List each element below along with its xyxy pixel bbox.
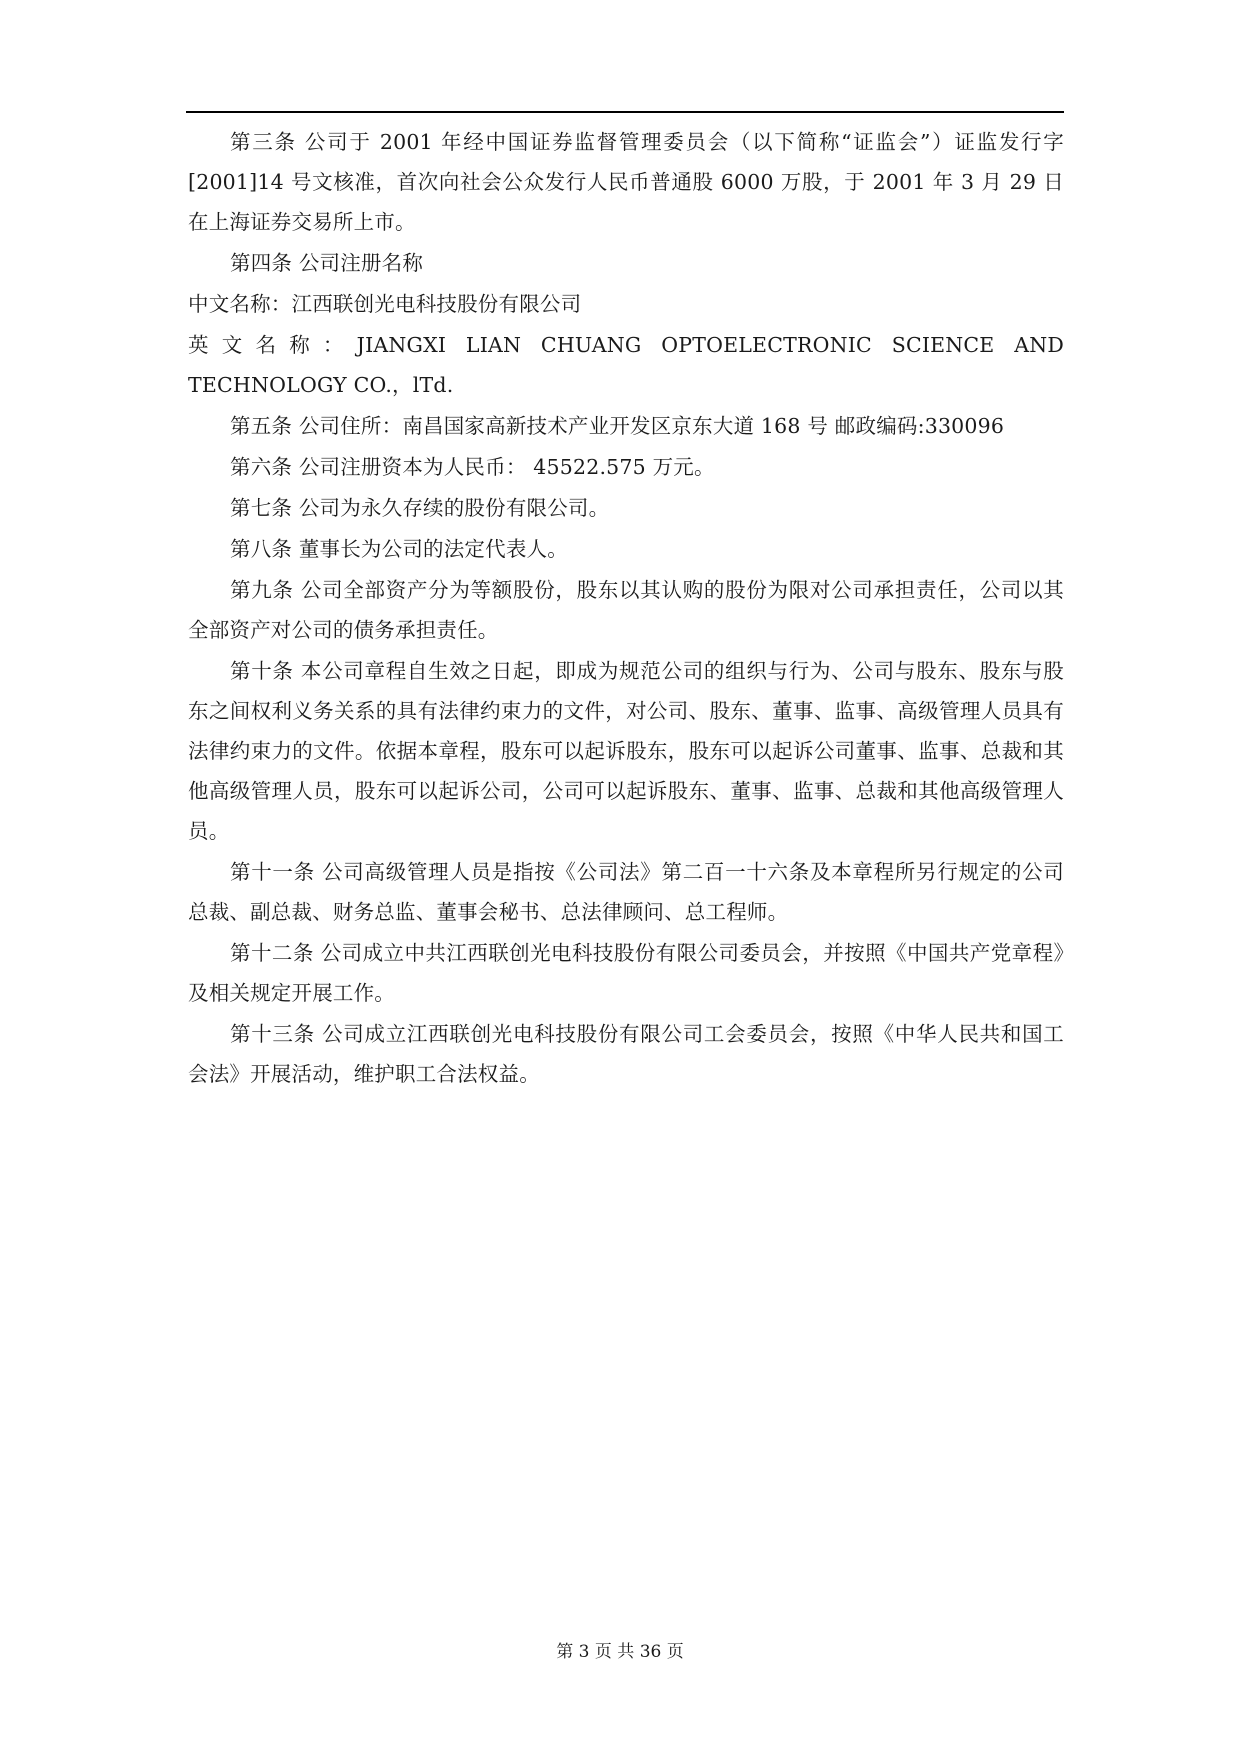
- article-3: 第三条 公司于 2001 年经中国证券监督管理委员会（以下简称“证监会”）证监发行字 [2001]14 号文核准，首次向社会公众发行人民币普通股 6000 万股，于 2001 年 3 月 29 日在上海证券交易所上市。: [188, 130, 1064, 234]
- chinese-name: 中文名称：江西联创光电科技股份有限公司: [188, 292, 582, 316]
- article-4: 第四条 公司注册名称: [230, 251, 424, 275]
- header-rule: [186, 111, 1064, 113]
- article-13: 第十三条 公司成立江西联创光电科技股份有限公司工会委员会，按照《中华人民共和国工会法》开展活动，维护职工合法权益。: [188, 1022, 1064, 1086]
- article-9: 第九条 公司全部资产分为等额股份，股东以其认购的股份为限对公司承担责任，公司以其全部资产对公司的债务承担责任。: [188, 578, 1064, 642]
- article-6: 第六条 公司注册资本为人民币： 45522.575 万元。: [230, 455, 715, 479]
- english-name: 英文名称：JIANGXI LIAN CHUANG OPTOELECTRONIC SCIENCE AND TECHNOLOGY CO.，lTd.: [188, 333, 1064, 397]
- page-footer: 第 3 页 共 36 页: [556, 1642, 684, 1662]
- article-10: 第十条 本公司章程自生效之日起，即成为规范公司的组织与行为、公司与股东、股东与股东之间权利义务关系的具有法律约束力的文件，对公司、股东、董事、监事、高级管理人员具有法律约束力的文件。依据本章程，股东可以起诉股东，股东可以起诉公司董事、监事、总裁和其他高级管理人员，股东可以起诉公司，公司可以起诉股东、董事、监事、总裁和其他高级管理人员。: [188, 659, 1064, 843]
- article-8: 第八条 董事长为公司的法定代表人。: [230, 537, 568, 561]
- article-11: 第十一条 公司高级管理人员是指按《公司法》第二百一十六条及本章程所另行规定的公司总裁、副总裁、财务总监、董事会秘书、总法律顾问、总工程师。: [188, 860, 1064, 924]
- article-12: 第十二条 公司成立中共江西联创光电科技股份有限公司委员会，并按照《中国共产党章程》及相关规定开展工作。: [188, 941, 1064, 1005]
- document-body: [188, 122, 1064, 1095]
- article-5: 第五条 公司住所：南昌国家高新技术产业开发区京东大道 168 号 邮政编码:330096: [230, 414, 1005, 438]
- article-7: 第七条 公司为永久存续的股份有限公司。: [230, 496, 610, 520]
